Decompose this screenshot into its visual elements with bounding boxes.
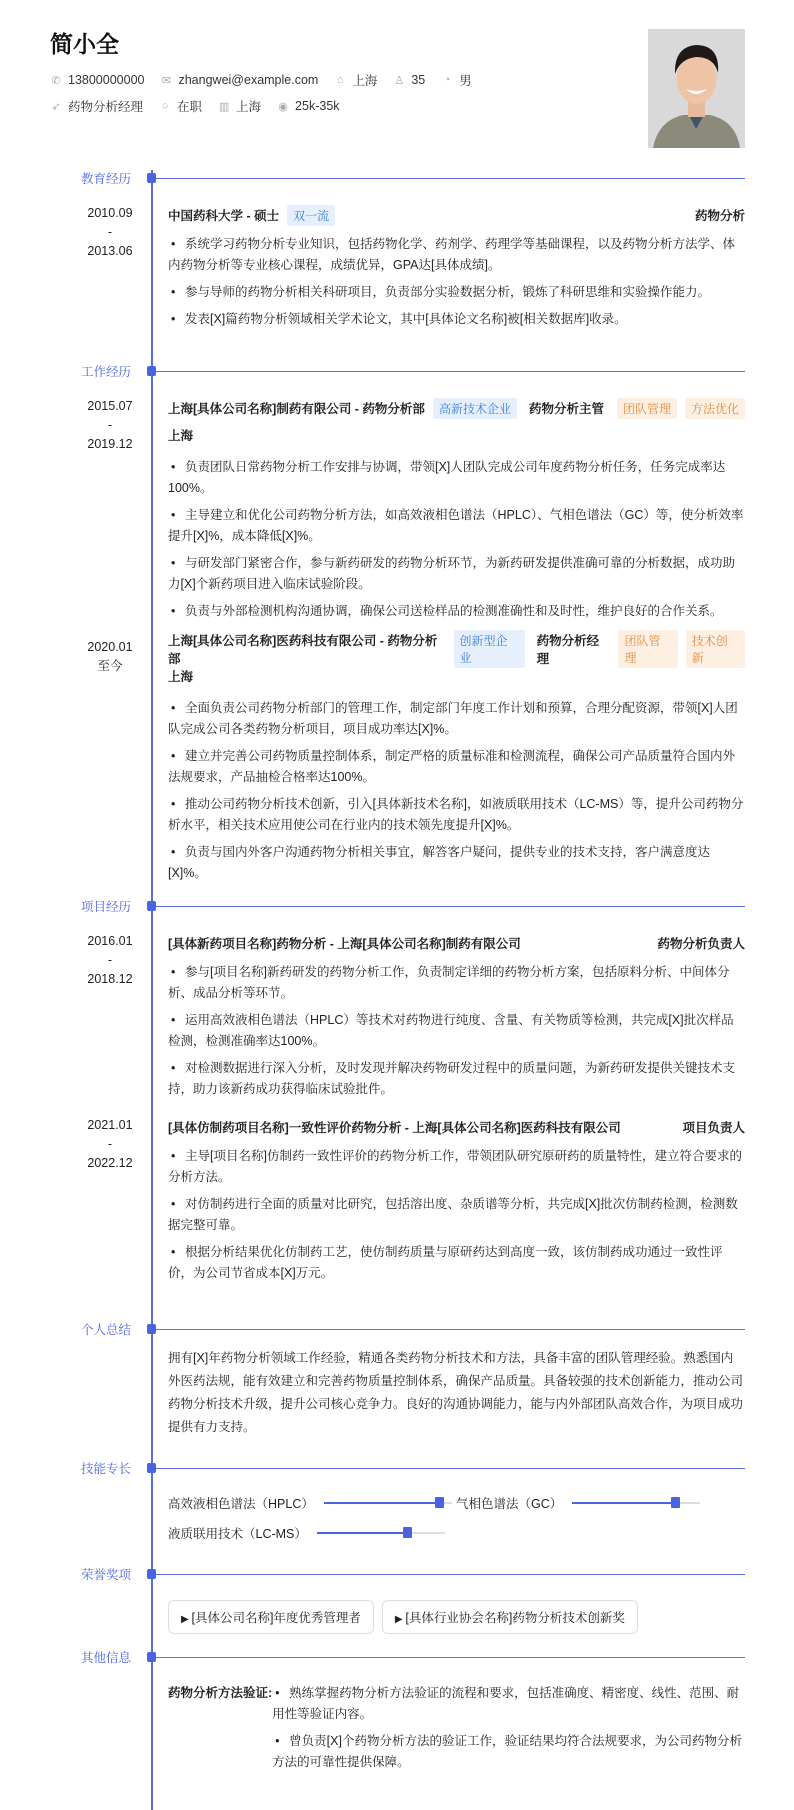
skill-level-fill: [317, 1532, 407, 1534]
divider: [156, 1468, 745, 1469]
age-icon: ♙: [394, 74, 405, 87]
section-title: 工作经历: [80, 365, 131, 379]
skill-name: 液质联用技术（LC-MS）: [168, 1527, 307, 1541]
skill-level-bar: [324, 1502, 452, 1504]
bullet-text: 系统学习药物分析专业知识，包括药物化学、药剂学、药理学等基础课程，以及药物分析方法学、体内药物分析等专业核心课程，成绩优异，GPA达[具体成绩]。: [168, 237, 736, 272]
home-icon: ⌂: [337, 74, 344, 86]
bullet-item: [168, 794, 745, 836]
bullet-text: 发表[X]篇药物分析领域相关学术论文，其中[具体论文名称]被[相关数据库]收录。: [185, 312, 627, 326]
divider: [156, 1329, 745, 1330]
bullet-dot: •: [171, 845, 176, 859]
bullet-item: [272, 1731, 745, 1773]
award-item[interactable]: [382, 1600, 638, 1634]
section-title: 教育经历: [80, 172, 131, 186]
skill-level-knob: [671, 1497, 680, 1508]
work-entry: [0, 636, 794, 884]
bullet-item: [168, 1194, 745, 1236]
divider: [156, 178, 745, 179]
bullet-item: [168, 309, 745, 330]
entry-body: [168, 1114, 745, 1284]
send-icon: ➶: [51, 100, 61, 113]
skill-level-fill: [324, 1502, 439, 1504]
bullet-item: [168, 1010, 745, 1052]
skill-name: 气相色谱法（GC）: [456, 1497, 563, 1511]
date-range: [70, 1116, 150, 1173]
bullet-dot: •: [171, 701, 176, 715]
skill-level-bar: [317, 1532, 445, 1534]
contact-row: [50, 71, 482, 89]
play-icon: ▶: [394, 1614, 406, 1625]
bullet-dot: •: [171, 1061, 176, 1075]
skill-item: [168, 1518, 456, 1548]
skill-tag: 团队管理: [617, 398, 677, 419]
bullet-text: 建立并完善公司药物质量控制体系，制定严格的质量标准和检测流程，确保公司产品质量符合国内外法规要求，产品抽检合格率达100%。: [168, 749, 736, 784]
bullet-dot: •: [171, 1245, 176, 1259]
date-start: 2021.01: [87, 1118, 133, 1132]
bullet-text: 对检测数据进行深入分析，及时发现并解决药物研发过程中的质量问题，为新药研发提供关键技术支持，助力该新药成功获得临床试验批件。: [168, 1061, 736, 1096]
bullet-item: [168, 698, 745, 740]
education-section: [0, 170, 794, 330]
meta-item: 上海: [352, 74, 378, 88]
bullet-dot: •: [171, 749, 176, 763]
bullet-item: [168, 282, 745, 303]
bullet-item: [168, 505, 745, 547]
date-end: 至今: [97, 659, 123, 673]
meta-item: 上海: [236, 100, 262, 114]
summary-section: [0, 1321, 794, 1439]
bullet-item: [168, 962, 745, 1004]
skill-name: 高效液相色谱法（HPLC）: [168, 1497, 314, 1511]
entry-body: [168, 395, 745, 622]
bullet-item: [168, 1146, 745, 1188]
date-range: [70, 932, 150, 989]
entry-body: [168, 636, 745, 884]
bullet-dot: •: [171, 1013, 176, 1027]
meta-item: 25k-35k: [295, 99, 340, 113]
section-header: [0, 898, 794, 914]
job-role: 药物分析主管: [528, 402, 604, 416]
bullet-text: 运用高效液相色谱法（HPLC）等技术对药物进行纯度、含量、有关物质等检测，共完成[X]批次样品检测，检测准确率达100%。: [168, 1013, 734, 1048]
bullet-dot: •: [171, 237, 176, 251]
bullet-text: 参与导师的药物分析相关科研项目，负责部分实验数据分析，锻炼了科研思维和实验操作能力。: [185, 285, 711, 299]
date-sep: -: [107, 225, 113, 239]
bullet-text: 参与[项目名称]新药研发的药物分析工作，负责制定详细的药物分析方案，包括原料分析、中间体分析、成品分析等环节。: [168, 965, 730, 1000]
entry-header: [168, 930, 745, 956]
project-name: [具体新药项目名称]药物分析 - 上海[具体公司名称]制药有限公司: [168, 937, 521, 951]
date-sep: -: [107, 1137, 113, 1151]
divider: [156, 906, 745, 907]
entry-body: [168, 930, 745, 1100]
date-end: 2019.12: [87, 437, 133, 451]
work-city: 上海: [168, 670, 194, 684]
candidate-name: 简小全: [50, 31, 119, 57]
bullet-dot: •: [171, 556, 176, 570]
section-title: 个人总结: [80, 1323, 131, 1337]
divider: [156, 1657, 745, 1658]
meta-item: 35: [411, 73, 426, 87]
bullet-dot: •: [275, 1686, 280, 1700]
award-item[interactable]: [168, 1600, 374, 1634]
bullet-item: [168, 457, 745, 499]
bullet-dot: •: [171, 604, 176, 618]
skill-level-knob: [435, 1497, 444, 1508]
meta-item: 药物分析经理: [68, 100, 144, 114]
timeline-dot: [147, 1569, 156, 1579]
timeline-dot: [147, 366, 156, 376]
bullet-item: [168, 553, 745, 595]
bullet-item: [168, 234, 745, 276]
building-icon: ▥: [218, 100, 230, 113]
mail-icon: ✉: [161, 74, 172, 87]
project-name: [具体仿制药项目名称]一致性评价药物分析 - 上海[具体公司名称]医药科技有限公司: [168, 1121, 621, 1135]
skill-tag: 方法优化: [685, 398, 745, 419]
entry-header: [168, 395, 745, 421]
section-header: [0, 170, 794, 186]
work-section: [0, 363, 794, 884]
section-title: 技能专长: [80, 1462, 131, 1476]
bullet-text: 推动公司药物分析技术创新，引入[具体新技术名称]，如液质联用技术（LC-MS）等，提升公司药物分析水平，相关技术应用使公司在行业内的技术领先度提升[X]%。: [168, 797, 744, 832]
entry-header: [168, 202, 745, 228]
skill-item: [456, 1488, 744, 1518]
awards-section: [0, 1566, 794, 1634]
divider: [156, 371, 745, 372]
date-start: 2015.07: [87, 399, 133, 413]
section-header: [0, 363, 794, 379]
phone-icon: ✆: [51, 74, 61, 87]
entry-header: [168, 634, 745, 666]
timeline-dot: [147, 1463, 156, 1473]
bullet-dot: •: [275, 1734, 280, 1748]
status-icon: ○: [161, 100, 169, 112]
bullet-dot: •: [171, 460, 176, 474]
bullet-item: [168, 842, 745, 884]
skill-item: [168, 1488, 456, 1518]
bullet-item: [168, 746, 745, 788]
divider: [156, 1574, 745, 1575]
bullet-text: 曾负责[X]个药物分析方法的验证工作，验证结果均符合法规要求，为公司药物分析方法的可靠性提供保障。: [272, 1734, 742, 1769]
meta-item: zhangwei@example.com: [178, 73, 319, 87]
timeline-dot: [147, 173, 156, 183]
meta-item: 在职: [177, 100, 203, 114]
award-text: [具体公司名称]年度优秀管理者: [191, 1611, 361, 1625]
skill-level-fill: [572, 1502, 674, 1504]
profile-photo: [648, 29, 745, 148]
school-tag: 双一流: [287, 205, 335, 226]
company-tag: 创新型企业: [454, 630, 525, 668]
bullet-text: 负责与国内外客户沟通药物分析相关事宜，解答客户疑问，提供专业的技术支持，客户满意度达[X]%。: [168, 845, 711, 880]
bullet-item: [168, 601, 745, 622]
bullet-text: 对仿制药进行全面的质量对比研究，包括溶出度、杂质谱等分析，共完成[X]批次仿制药检测，检测数据完整可靠。: [168, 1197, 738, 1232]
bullet-dot: •: [171, 1197, 176, 1211]
company-name: 上海[具体公司名称]医药科技有限公司 - 药物分析部: [168, 634, 438, 666]
job-intent-row: [50, 97, 350, 115]
bullet-dot: •: [171, 508, 176, 522]
section-title: 其他信息: [80, 1651, 131, 1665]
play-icon: ▶: [181, 1614, 192, 1625]
timeline-dot: [147, 1324, 156, 1334]
project-entry: [0, 930, 794, 1100]
project-entry: [0, 1114, 794, 1284]
date-start: 2020.01: [87, 640, 133, 654]
date-range: [70, 638, 150, 676]
date-end: 2018.12: [87, 972, 133, 986]
date-range: [70, 397, 150, 454]
bullet-item: [168, 1242, 745, 1284]
skills-section: [0, 1460, 794, 1548]
bullet-item: [272, 1683, 745, 1725]
bullet-dot: •: [171, 797, 176, 811]
other-section: [0, 1649, 794, 1773]
award-text: [具体行业协会名称]药物分析技术创新奖: [405, 1611, 625, 1625]
timeline-dot: [147, 901, 156, 911]
date-sep: -: [107, 418, 113, 432]
other-key: 药物分析方法验证:: [168, 1686, 273, 1700]
bullet-dot: •: [171, 965, 176, 979]
bullet-text: 主导[项目名称]仿制药一致性评价的药物分析工作，带领团队研究原研药的质量特性，建立符合要求的分析方法。: [168, 1149, 742, 1184]
bullet-dot: •: [171, 1149, 176, 1163]
bullet-text: 与研发部门紧密合作，参与新药研发的药物分析环节，为新药研发提供准确可靠的分析数据，成功助力[X]个新药项目进入临床试验阶段。: [168, 556, 736, 591]
section-title: 项目经历: [80, 900, 131, 914]
meta-item: 男: [459, 74, 472, 88]
date-end: 2013.06: [87, 244, 133, 258]
skill-level-knob: [403, 1527, 412, 1538]
bullet-text: 熟练掌握药物分析方法验证的流程和要求，包括准确度、精密度、线性、范围、耐用性等验证内容。: [272, 1686, 740, 1721]
school-name: 中国药科大学 - 硕士: [168, 209, 280, 223]
project-section: [0, 898, 794, 1284]
company-name: 上海[具体公司名称]制药有限公司 - 药物分析部: [168, 402, 425, 416]
skill-level-bar: [572, 1502, 700, 1504]
skill-tag: 团队管理: [618, 630, 677, 668]
bullet-dot: •: [171, 285, 176, 299]
meta-item: 13800000000: [68, 73, 145, 87]
date-end: 2022.12: [87, 1156, 133, 1170]
entry-body: [168, 202, 745, 330]
project-role: 药物分析负责人: [657, 937, 745, 951]
date-range: [70, 204, 150, 261]
entry-header: [168, 1114, 745, 1140]
bullet-text: 主导建立和优化公司药物分析方法，如高效液相色谱法（HPLC）、气相色谱法（GC）等，使分析效率提升[X]%，成本降低[X]%。: [168, 508, 744, 543]
summary-text: 拥有[X]年药物分析领域工作经验，精通各类药物分析技术和方法，具备丰富的团队管理经验。熟悉国内外医药法规，能有效建立和完善药物质量控制体系，确保产品质量。具备较强的技术创新能力，推动公司药物分析技术升级，提升公司核心竞争力。良好的沟通协调能力，能与内外部团队高效合作，为项目成功提供有力支持。: [168, 1351, 744, 1434]
bullet-text: 全面负责公司药物分析部门的管理工作，制定部门年度工作计划和预算，合理分配资源，带领[X]人团队完成公司各类药物分析项目，项目成功率达[X]%。: [168, 701, 738, 736]
date-start: 2010.09: [87, 206, 133, 220]
work-entry: [0, 395, 794, 622]
salary-icon: ◉: [278, 100, 288, 113]
date-start: 2016.01: [87, 934, 133, 948]
bullet-text: 负责与外部检测机构沟通协调，确保公司送检样品的检测准确性和及时性，维护良好的合作关系。: [185, 604, 723, 618]
gender-icon: ◔: [443, 74, 451, 86]
bullet-item: [168, 1058, 745, 1100]
date-sep: -: [107, 953, 113, 967]
project-role: 项目负责人: [682, 1121, 745, 1135]
company-tag: 高新技术企业: [433, 398, 517, 419]
major: 药物分析: [694, 209, 745, 223]
timeline-dot: [147, 1652, 156, 1662]
bullet-text: 负责团队日常药物分析工作安排与协调，带领[X]人团队完成公司年度药物分析任务，任务完成率达100%。: [168, 460, 726, 495]
education-entry: [0, 202, 794, 330]
section-title: 荣誉奖项: [80, 1568, 131, 1582]
job-role: 药物分析经理: [536, 634, 600, 666]
work-city: 上海: [168, 429, 194, 443]
bullet-text: 根据分析结果优化仿制药工艺，使仿制药质量与原研药达到高度一致，该仿制药成功通过一致性评价，为公司节省成本[X]万元。: [168, 1245, 723, 1280]
bullet-dot: •: [171, 312, 176, 326]
skill-tag: 技术创新: [686, 630, 745, 668]
